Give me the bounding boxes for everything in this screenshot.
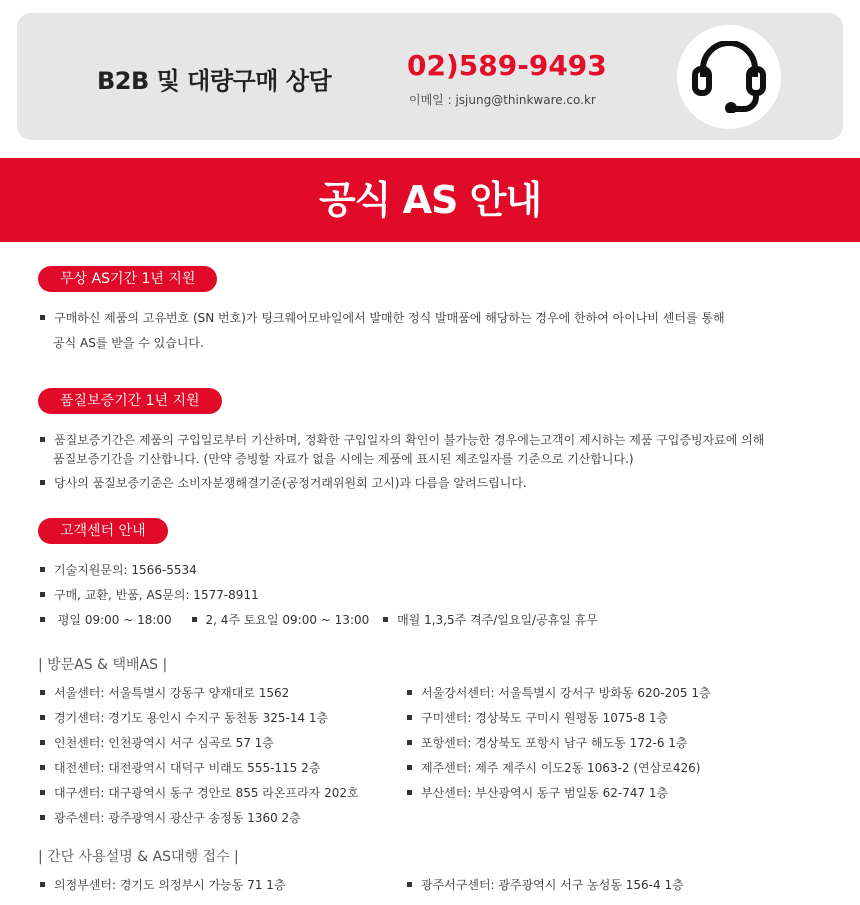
warranty-note: 당사의 품질보증기준은 소비자분쟁해결기준(공정거래위원회 고시)과 다름을 알려드립니다. [40,474,527,491]
b2b-email[interactable]: 이메일 : jsjung@thinkware.co.kr [409,93,596,107]
center-item: 대전센터: 대전광역시 대덕구 비래도 555-115 2층 [40,759,320,776]
b2b-contact-panel [17,13,843,140]
saturday-hours: 2, 4주 토요일 09:00 ~ 13:00 [192,611,370,628]
free-as-line: 구매하신 제품의 고유번호 (SN 번호)가 팅크웨어모바일에서 발매한 정식 발매품에 해당하는 경우에 한하여 아이나비 센터를 통해 [40,309,725,326]
purchase-line: 구매, 교환, 반품, AS문의: 1577-8911 [40,586,259,603]
b2b-title: B2B 및 대량구매 상담 [97,67,332,95]
center-item: 경기센터: 경기도 용인시 수지구 동천동 325-14 1층 [40,709,328,726]
center-item: 제주센터: 제주 제주시 이도2동 1063-2 (연삼로426) [407,759,700,776]
as-banner [0,158,860,242]
simple-service-heading: | 간단 사용설명 & AS대행 접수 | [38,849,239,865]
hours-line [40,611,598,628]
free-as-line-cont: 공식 AS를 받을 수 있습니다. [53,336,204,350]
banner-title: 공식 AS 안내 [318,178,542,222]
headset-badge [677,25,781,129]
tech-support-line: 기술지원문의: 1566-5534 [40,561,197,578]
center-item: 구미센터: 경상북도 구미시 원평동 1075-8 1층 [407,709,668,726]
center-item: 의정부센터: 경기도 의정부시 가능동 71 1층 [40,876,286,893]
free-as-heading: 무상 AS기간 1년 지원 [38,266,217,292]
warranty-line: 품질보증기간은 제품의 구입일로부터 기산하며, 정확한 구입일자의 확인이 불가능한 경우에는고객이 제시하는 제품 구입증빙자료에 의해 [40,431,764,448]
center-item: 부산센터: 부산광역시 동구 범일동 62-747 1층 [407,784,668,801]
customer-center-heading: 고객센터 안내 [38,518,168,544]
warranty-line-cont: 품질보증기간을 기산합니다. (만약 증빙할 자료가 없을 시에는 제품에 표시된 제조일자를 기준으로 기산합니다.) [53,452,634,466]
center-item: 광주서구센터: 광주광역시 서구 농성동 156-4 1층 [407,876,684,893]
center-item: 광주센터: 광주광역시 광산구 송정동 1360 2층 [40,809,301,826]
headset-icon [691,41,767,113]
center-item: 서울강서센터: 서울특별시 강서구 방화동 620-205 1층 [407,684,711,701]
center-item: 대구센터: 대구광역시 동구 경안로 855 라온프라자 202호 [40,784,359,801]
warranty-heading: 품질보증기간 1년 지원 [38,388,222,414]
center-item: 인천센터: 인천광역시 서구 심곡로 57 1층 [40,734,274,751]
holiday-notice: 매월 1,3,5주 격주/일요일/공휴일 휴무 [383,611,598,628]
weekday-hours: 평일 09:00 ~ 18:00 [57,613,172,627]
center-item: 포항센터: 경상북도 포항시 남구 해도동 172-6 1층 [407,734,688,751]
b2b-phone[interactable]: 02)589-9493 [407,49,607,82]
visit-as-heading: | 방문AS & 택배AS | [38,657,168,673]
center-item: 서울센터: 서울특별시 강동구 양재대로 1562 [40,684,289,701]
